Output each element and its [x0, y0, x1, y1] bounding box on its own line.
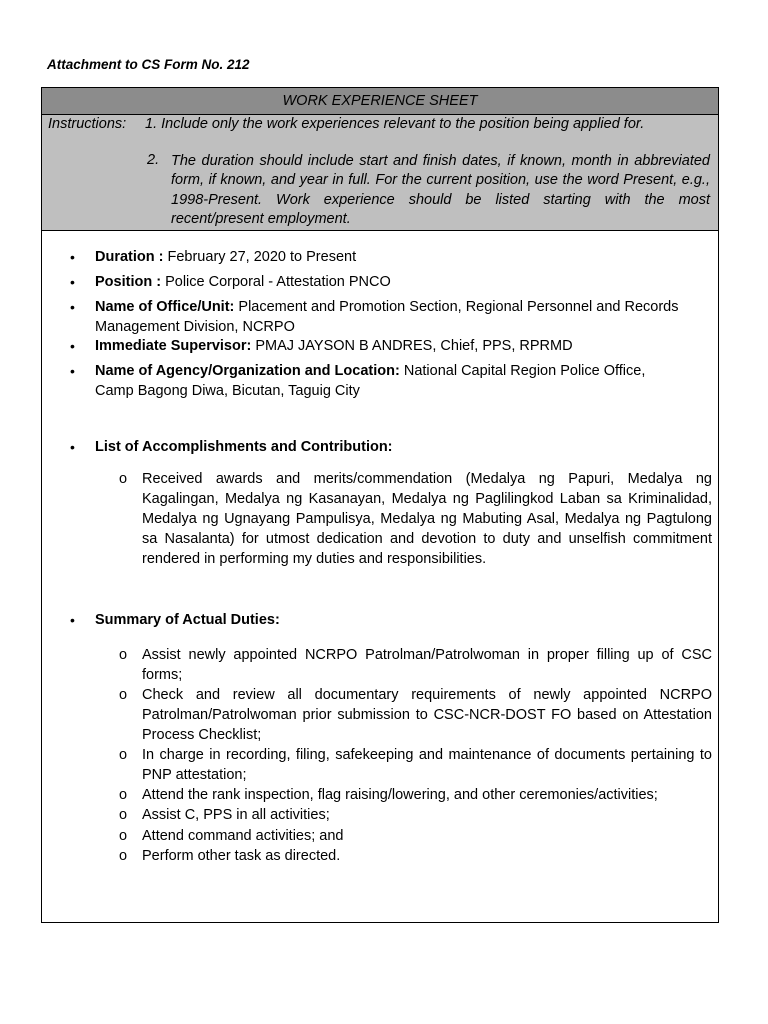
bullet-icon: •: [70, 338, 75, 354]
bullet-icon: •: [70, 612, 75, 628]
circle-bullet-icon: o: [119, 687, 128, 703]
bullet-icon: •: [70, 363, 75, 379]
duration-label: Duration :: [95, 249, 164, 265]
duty-text: Attend command activities; and: [142, 828, 344, 844]
instruction-1: 1. Include only the work experiences relevant to the position being applied for.: [145, 116, 645, 132]
office-label: Name of Office/Unit:: [95, 299, 235, 315]
sheet-title: WORK EXPERIENCE SHEET: [42, 88, 718, 115]
attachment-label: Attachment to CS Form No. 212: [47, 57, 250, 72]
duty-text: In charge in recording, filing, safekeeping and maintenance of documents pertaining to PNP attestation;: [142, 747, 712, 783]
agency-label: Name of Agency/Organization and Location:: [95, 363, 400, 379]
duty-text: Perform other task as directed.: [142, 848, 341, 864]
circle-bullet-icon: o: [119, 828, 128, 844]
duties-label: Summary of Actual Duties:: [95, 612, 280, 628]
supervisor-label: Immediate Supervisor:: [95, 338, 252, 354]
office-value: Placement and Promotion Section, Regional Personnel and Records Management Division, NCRPO: [95, 299, 679, 335]
instruction-2: The duration should include start and finish dates, if known, month in abbreviated form, if known, and year in full. For the current position, use the word Present, e.g., 1998-Present. Work experience should be listed starting with the most recent/present employment.: [171, 153, 710, 227]
duty-text: Attend the rank inspection, flag raising/lowering, and other ceremonies/activities;: [142, 787, 658, 803]
position-label: Position :: [95, 274, 162, 290]
duty-text: Assist C, PPS in all activities;: [142, 807, 330, 823]
bullet-icon: •: [70, 299, 75, 315]
circle-bullet-icon: o: [119, 471, 128, 487]
duty-text: Assist newly appointed NCRPO Patrolman/Patrolwoman in proper filling up of CSC forms;: [142, 647, 712, 683]
instruction-2-number: 2.: [147, 152, 160, 168]
instructions-box: [42, 115, 718, 231]
supervisor-value: PMAJ JAYSON B ANDRES, Chief, PPS, RPRMD: [251, 338, 573, 354]
circle-bullet-icon: o: [119, 787, 128, 803]
accomplishment-text: Received awards and merits/commendation (Medalya ng Papuri, Medalya ng Kagalingan, Medalya ng Kasanayan, Medalya ng Paglilingkod Laban sa Kriminalidad, Medalya ng Ugnayang Pampulisya, Medalya ng Mabuting Asal, Medalya ng Pagtulong sa Nasalanta) for utmost dedication and devotion to duty and unselfish commitment rendered in performing my duties and responsibilities.: [142, 471, 712, 567]
duty-text: Check and review all documentary requirements of newly appointed NCRPO Patrolman/Patrolwoman prior submission to CSC-NCR-DOST FO based on Attestation Process Checklist;: [142, 687, 712, 743]
circle-bullet-icon: o: [119, 848, 128, 864]
accomplishments-label: List of Accomplishments and Contribution:: [95, 439, 393, 455]
work-experience-sheet: [41, 87, 719, 923]
bullet-icon: •: [70, 439, 75, 455]
duration-value: February 27, 2020 to Present: [163, 249, 357, 265]
instructions-label: Instructions:: [48, 116, 127, 132]
agency-value: National Capital Region Police Office, Camp Bagong Diwa, Bicutan, Taguig City: [95, 363, 646, 399]
position-value: Police Corporal - Attestation PNCO: [161, 274, 391, 290]
circle-bullet-icon: o: [119, 647, 128, 663]
bullet-icon: •: [70, 274, 75, 290]
bullet-icon: •: [70, 249, 75, 265]
circle-bullet-icon: o: [119, 807, 128, 823]
circle-bullet-icon: o: [119, 747, 128, 763]
